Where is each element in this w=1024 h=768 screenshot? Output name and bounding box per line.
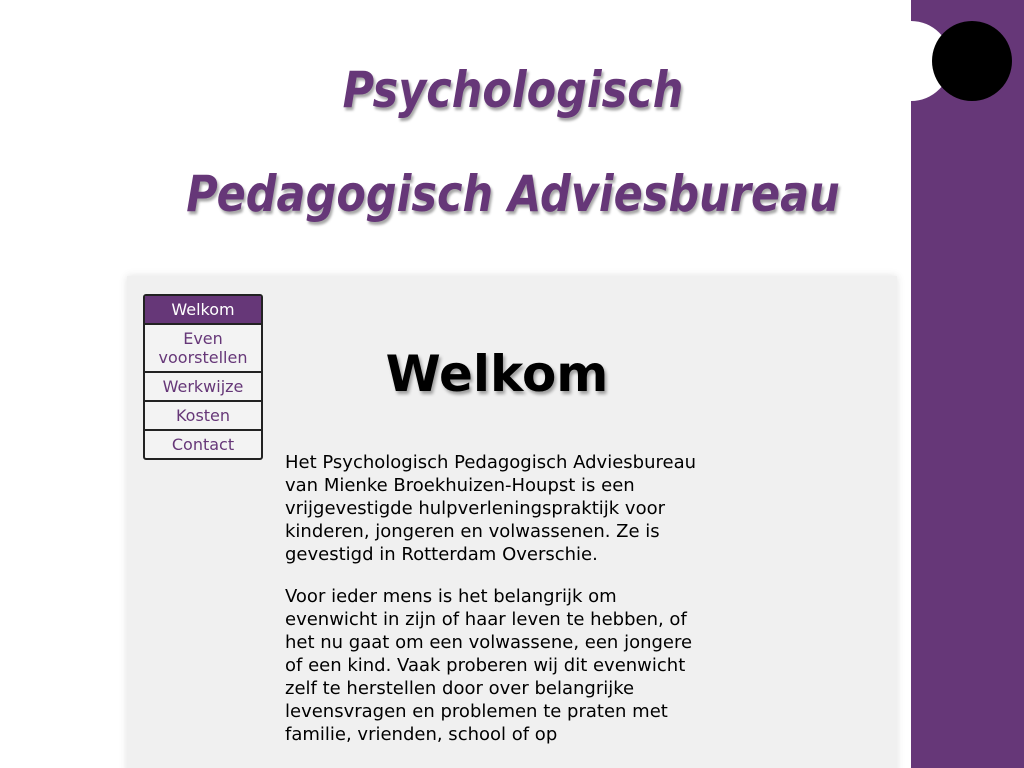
nav-item-welkom[interactable]: Welkom: [145, 296, 261, 325]
nav-item-contact[interactable]: Contact: [171, 435, 235, 454]
decorative-side-bar: [911, 0, 1024, 768]
page-heading: Welkom: [385, 345, 609, 403]
nav-item-kosten[interactable]: Kosten: [145, 402, 261, 431]
intro-paragraph-2: Voor ieder mens is het belangrijk om evenwicht in zijn of haar leven te hebben, of het nu gaat om een volwassene, een jongere of een kind. Vaak proberen wij dit evenwicht zelf te herstellen door over belangrijke levensvragen en problemen te praten met familie, vrienden, school of op: [285, 586, 693, 745]
intro-text: [285, 451, 705, 765]
nav-item-werkwijze[interactable]: Werkwijze: [145, 373, 261, 402]
site-title: Psychologisch Pedagogisch Adviesbureau: [186, 61, 840, 223]
intro-paragraph-1: Het Psychologisch Pedagogisch Adviesbureau van Mienke Broekhuizen-Houpst is een vrijgevestigde hulpverleningspraktijk voor kinderen, jongeren en volwassenen. Ze is gevestigd in Rotterdam Overschie.: [285, 452, 697, 565]
main-navigation: [143, 294, 263, 460]
nav-item-even-voorstellen[interactable]: Even voorstellen: [145, 325, 261, 373]
decorative-circle-black: [932, 21, 1012, 101]
